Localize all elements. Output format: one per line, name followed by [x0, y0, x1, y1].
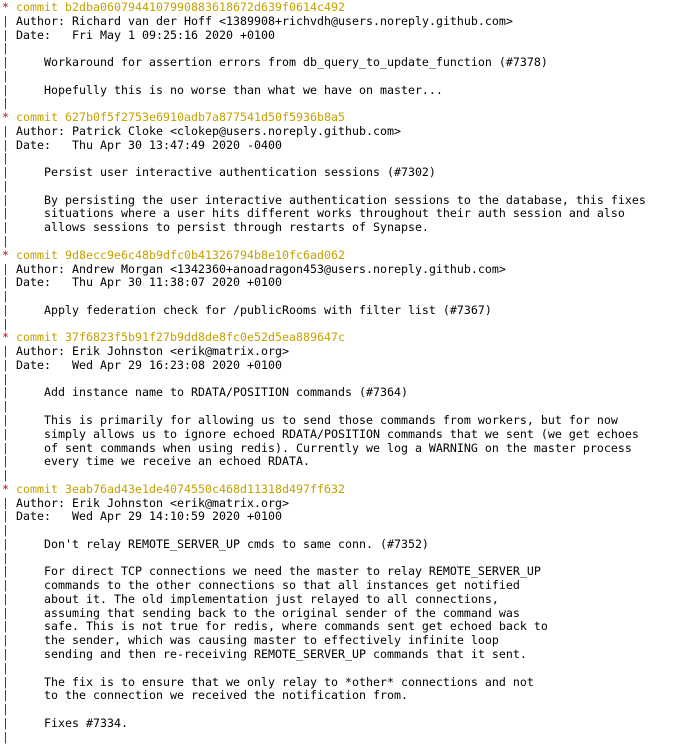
- message-text: Add instance name to RDATA/POSITION commands (#7364): [44, 385, 408, 400]
- message-text: every time we receive an echoed RDATA.: [44, 454, 310, 469]
- spacer-line: [2, 180, 692, 194]
- graph-edge: |: [2, 192, 16, 207]
- graph-edge: |: [2, 220, 16, 235]
- spacer-line: [2, 42, 692, 56]
- author-text: Erik Johnston <erik@matrix.org>: [72, 495, 289, 510]
- date-text: Wed Apr 29 14:10:59 2020 +0100: [72, 509, 282, 524]
- spacer-line: [2, 235, 692, 249]
- message-text: Persist user interactive authentication sessions (#7302): [44, 165, 436, 180]
- message-indent: [16, 55, 44, 69]
- message-text: The fix is to ensure that we only relay to *other* connections and not: [44, 674, 534, 689]
- author-label: Author:: [16, 261, 72, 276]
- message-indent: [16, 220, 44, 234]
- date-line: [2, 29, 692, 43]
- commit-hash: b2dba0607944107990883618672d639f0614c492: [65, 0, 345, 14]
- message-text: commands to the other connections so that all instances get notified: [44, 578, 520, 593]
- message-text: situations where a user hits different works throughout their auth session and also: [44, 206, 625, 221]
- graph-node: *: [2, 0, 16, 14]
- graph-edge: |: [2, 550, 16, 565]
- message-line: [2, 717, 692, 731]
- message-text: Hopefully this is no worse than what we have on master...: [44, 82, 443, 97]
- graph-edge: |: [2, 633, 16, 648]
- graph-edge: |: [2, 165, 16, 180]
- message-line: [2, 304, 692, 318]
- graph-edge: |: [2, 509, 16, 524]
- graph-edge: |: [2, 206, 16, 221]
- message-indent: [16, 633, 44, 647]
- graph-edge: |: [2, 591, 16, 606]
- graph-edge: |: [2, 660, 16, 675]
- graph-edge: |: [2, 96, 16, 111]
- date-label: Date:: [16, 137, 72, 152]
- commit-entry: [2, 111, 692, 249]
- graph-edge: |: [2, 468, 16, 483]
- commit-hash: 9d8ecc9e6c48b9dfc0b41326794b8e10fc6ad062: [65, 247, 345, 262]
- graph-edge: |: [2, 234, 16, 249]
- graph-edge: |: [2, 123, 16, 138]
- message-text: assuming that sending back to the original sender of the command was: [44, 605, 520, 620]
- message-line: [2, 166, 692, 180]
- message-text: about it. The old implementation just relayed to all connections,: [44, 591, 499, 606]
- message-text: of sent commands when using redis). Currently we log a WARNING on the master process: [44, 440, 632, 455]
- commit-line: [2, 483, 692, 497]
- graph-edge: |: [2, 357, 16, 372]
- graph-edge: |: [2, 151, 16, 166]
- message-line: [2, 565, 692, 579]
- message-line: [2, 648, 692, 662]
- graph-edge: |: [2, 41, 16, 56]
- graph-node: *: [2, 110, 16, 125]
- spacer-line: [2, 731, 692, 744]
- graph-edge: |: [2, 688, 16, 703]
- message-indent: [16, 413, 44, 427]
- message-text: simply allows us to ignore echoed RDATA/POSITION commands that we sent (we get echoes: [44, 426, 639, 441]
- message-text: safe. This is not true for redis, where commands sent get echoed back to: [44, 619, 548, 634]
- author-line: [2, 345, 692, 359]
- graph-edge: |: [2, 289, 16, 304]
- commit-entry: [2, 483, 692, 744]
- commit-entry: [2, 249, 692, 332]
- message-line: [2, 689, 692, 703]
- author-text: Patrick Cloke <clokep@users.noreply.github.com>: [72, 123, 401, 138]
- message-line: [2, 579, 692, 593]
- message-line: [2, 676, 692, 690]
- message-text: to the connection we received the notification from.: [44, 688, 408, 703]
- graph-edge: |: [2, 578, 16, 593]
- message-line: [2, 455, 692, 469]
- spacer-line: [2, 552, 692, 566]
- commit-line: [2, 111, 692, 125]
- message-text: Workaround for assertion errors from db_query_to_update_function (#7378): [44, 55, 548, 70]
- message-indent: [16, 578, 44, 592]
- spacer-line: [2, 469, 692, 483]
- graph-node: *: [2, 330, 16, 345]
- message-line: [2, 414, 692, 428]
- commit-label: commit: [16, 247, 65, 262]
- graph-edge: |: [2, 619, 16, 634]
- spacer-line: [2, 97, 692, 111]
- message-line: [2, 221, 692, 235]
- message-indent: [16, 165, 44, 179]
- message-indent: [16, 537, 44, 551]
- message-text: Don't relay REMOTE_SERVER_UP cmds to same conn. (#7352): [44, 536, 429, 551]
- date-label: Date:: [16, 27, 72, 42]
- spacer-line: [2, 400, 692, 414]
- commit-label: commit: [16, 110, 65, 125]
- graph-edge: |: [2, 715, 16, 730]
- message-indent: [16, 303, 44, 317]
- author-label: Author:: [16, 13, 72, 28]
- spacer-line: [2, 70, 692, 84]
- message-indent: [16, 716, 44, 730]
- message-line: [2, 84, 692, 98]
- message-indent: [16, 606, 44, 620]
- graph-edge: |: [2, 536, 16, 551]
- message-indent: [16, 675, 44, 689]
- author-label: Author:: [16, 495, 72, 510]
- author-text: Erik Johnston <erik@matrix.org>: [72, 344, 289, 359]
- message-line: [2, 386, 692, 400]
- author-line: [2, 263, 692, 277]
- date-text: Thu Apr 30 13:47:49 2020 -0400: [72, 137, 282, 152]
- author-label: Author:: [16, 123, 72, 138]
- graph-edge: |: [2, 646, 16, 661]
- date-line: [2, 276, 692, 290]
- graph-edge: |: [2, 13, 16, 28]
- author-line: [2, 125, 692, 139]
- date-label: Date:: [16, 357, 72, 372]
- message-line: [2, 634, 692, 648]
- commit-entry: [2, 1, 692, 111]
- message-line: [2, 538, 692, 552]
- graph-edge: |: [2, 316, 16, 331]
- spacer-line: [2, 290, 692, 304]
- commit-line: [2, 331, 692, 345]
- date-line: [2, 139, 692, 153]
- graph-edge: |: [2, 82, 16, 97]
- author-text: Andrew Morgan <1342360+anoadragon453@users.noreply.github.com>: [72, 261, 506, 276]
- date-line: [2, 510, 692, 524]
- commit-hash: 627b0f5f2753e6910adb7a877541d50f5936b8a5: [65, 110, 345, 125]
- graph-edge: |: [2, 412, 16, 427]
- date-text: Wed Apr 29 16:23:08 2020 +0100: [72, 357, 282, 372]
- graph-edge: |: [2, 674, 16, 689]
- date-line: [2, 359, 692, 373]
- message-line: [2, 428, 692, 442]
- graph-edge: |: [2, 178, 16, 193]
- message-indent: [16, 427, 44, 441]
- author-text: Richard van der Hoff <1389908+richvdh@users.noreply.github.com>: [72, 13, 513, 28]
- graph-edge: |: [2, 68, 16, 83]
- spacer-line: [2, 703, 692, 717]
- graph-edge: |: [2, 454, 16, 469]
- message-line: [2, 194, 692, 208]
- graph-edge: |: [2, 564, 16, 579]
- commit-label: commit: [16, 330, 65, 345]
- graph-edge: |: [2, 605, 16, 620]
- message-line: [2, 442, 692, 456]
- message-indent: [16, 441, 44, 455]
- spacer-line: [2, 524, 692, 538]
- graph-edge: |: [2, 495, 16, 510]
- graph-edge: |: [2, 55, 16, 70]
- commit-label: commit: [16, 0, 65, 14]
- message-indent: [16, 592, 44, 606]
- message-text: By persisting the user interactive authentication sessions to the database, this fixes: [44, 192, 646, 207]
- graph-node: *: [2, 247, 16, 262]
- spacer-line: [2, 152, 692, 166]
- message-text: Fixes #7334.: [44, 715, 128, 730]
- message-indent: [16, 688, 44, 702]
- spacer-line: [2, 373, 692, 387]
- message-line: [2, 620, 692, 634]
- graph-edge: |: [2, 523, 16, 538]
- message-line: [2, 593, 692, 607]
- message-text: This is primarily for allowing us to send those commands from workers, but for now: [44, 412, 618, 427]
- commit-line: [2, 249, 692, 263]
- message-indent: [16, 206, 44, 220]
- graph-edge: |: [2, 302, 16, 317]
- commit-hash: 37f6823f5b91f27b9dd8de8fc0e52d5ea889647c: [65, 330, 345, 345]
- message-indent: [16, 454, 44, 468]
- spacer-line: [2, 662, 692, 676]
- message-indent: [16, 564, 44, 578]
- graph-edge: |: [2, 137, 16, 152]
- author-label: Author:: [16, 344, 72, 359]
- date-label: Date:: [16, 509, 72, 524]
- message-line: [2, 607, 692, 621]
- graph-edge: |: [2, 275, 16, 290]
- spacer-line: [2, 318, 692, 332]
- date-label: Date:: [16, 275, 72, 290]
- message-text: For direct TCP connections we need the master to relay REMOTE_SERVER_UP: [44, 564, 541, 579]
- date-text: Thu Apr 30 11:38:07 2020 +0100: [72, 275, 282, 290]
- graph-edge: |: [2, 440, 16, 455]
- graph-edge: |: [2, 261, 16, 276]
- message-indent: [16, 619, 44, 633]
- date-text: Fri May 1 09:25:16 2020 +0100: [72, 27, 275, 42]
- message-indent: [16, 385, 44, 399]
- message-indent: [16, 83, 44, 97]
- graph-edge: |: [2, 385, 16, 400]
- author-line: [2, 15, 692, 29]
- commit-hash: 3eab76ad43e1de4074550c468d11318d497ff632: [65, 481, 345, 496]
- author-line: [2, 497, 692, 511]
- graph-edge: |: [2, 344, 16, 359]
- graph-edge: |: [2, 399, 16, 414]
- message-text: the sender, which was causing master to effectively infinite loop: [44, 633, 499, 648]
- commit-entry: [2, 331, 692, 482]
- message-text: Apply federation check for /publicRooms with filter list (#7367): [44, 302, 492, 317]
- message-indent: [16, 647, 44, 661]
- commit-line: [2, 1, 692, 15]
- message-line: [2, 56, 692, 70]
- message-text: allows sessions to persist through restarts of Synapse.: [44, 220, 429, 235]
- graph-edge: |: [2, 702, 16, 717]
- graph-edge: |: [2, 729, 16, 744]
- message-line: [2, 207, 692, 221]
- message-indent: [16, 193, 44, 207]
- graph-node: *: [2, 481, 16, 496]
- graph-edge: |: [2, 426, 16, 441]
- message-text: sending and then re-receiving REMOTE_SERVER_UP commands that it sent.: [44, 646, 527, 661]
- graph-edge: |: [2, 371, 16, 386]
- graph-edge: |: [2, 27, 16, 42]
- commit-label: commit: [16, 481, 65, 496]
